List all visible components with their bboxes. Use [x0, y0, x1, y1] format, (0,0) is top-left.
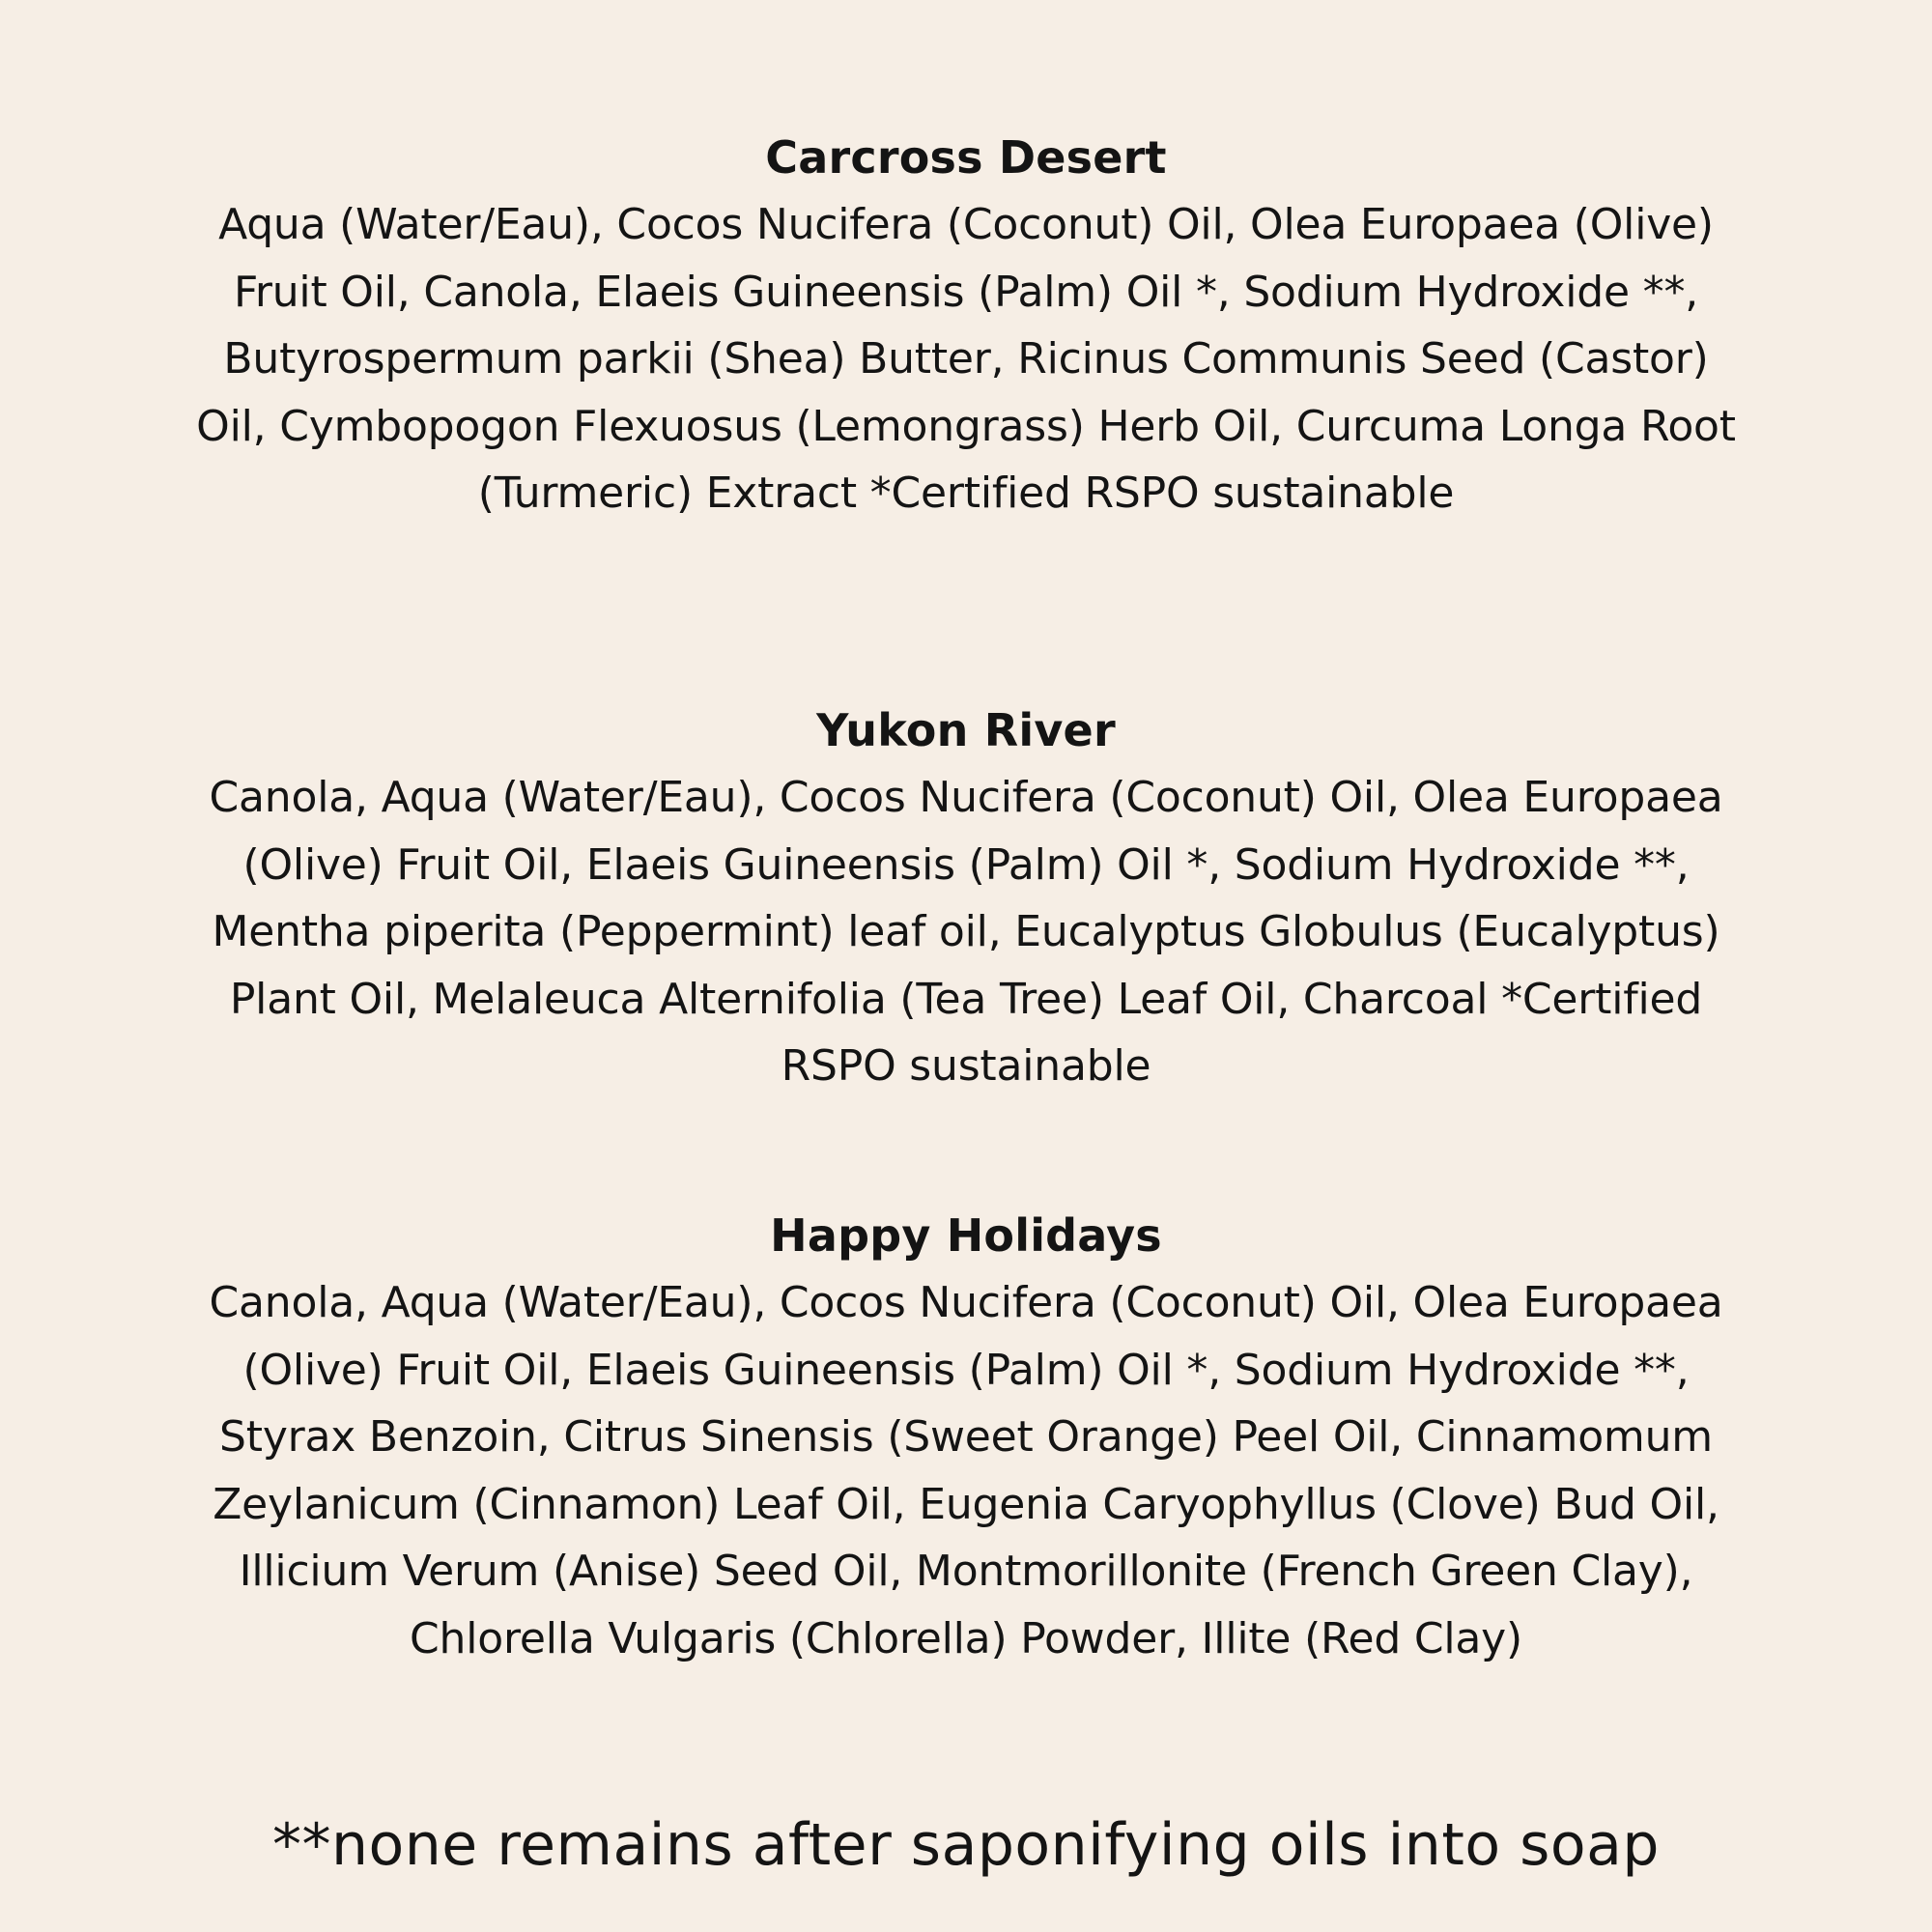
ingredients-section-carcross-desert — [184, 125, 1748, 527]
ingredients-list: Aqua (Water/Eau), Cocos Nucifera (Coconut) Oil, Olea Europaea (Olive) Fruit Oil, Canola, Elaeis Guineensis (Palm) Oil *, Sodium Hydroxide **, Butyrospermum parkii (Shea) Butter, Ricinus Communis Seed (Castor) Oil, Cymbopogon Flexuosus (Lemongrass) Herb Oil, Curcuma Longa Root (Turmeric) Extract *Certified RSPO sustainable — [196, 200, 1736, 518]
footnote: **none remains after saponifying oils into soap — [272, 1811, 1660, 1879]
ingredients-list: Canola, Aqua (Water/Eau), Cocos Nucifera (Coconut) Oil, Olea Europaea (Olive) Fruit Oil, Elaeis Guineensis (Palm) Oil *, Sodium Hydroxide **, Styrax Benzoin, Citrus Sinensis (Sweet Orange) Peel Oil, Cinnamomum Zeylanicum (Cinnamon) Leaf Oil, Eugenia Caryophyllus (Clove) Bud Oil, Illicium Verum (Anise) Seed Oil, Montmorillonite (French Green Clay), Chlorella Vulgaris (Chlorella) Powder, Illite (Red Clay) — [209, 1278, 1723, 1663]
section-title: Happy Holidays — [770, 1209, 1162, 1262]
section-title: Carcross Desert — [765, 131, 1167, 184]
ingredients-section-yukon-river — [184, 697, 1748, 1100]
ingredients-list: Canola, Aqua (Water/Eau), Cocos Nucifera (Coconut) Oil, Olea Europaea (Olive) Fruit Oil, Elaeis Guineensis (Palm) Oil *, Sodium Hydroxide **, Mentha piperita (Peppermint) leaf oil, Eucalyptus Globulus (Eucalyptus) Plant Oil, Melaleuca Alternifolia (Tea Tree) Leaf Oil, Charcoal *Certified RSPO sustainable — [209, 773, 1723, 1091]
section-title: Yukon River — [816, 704, 1116, 756]
ingredients-section-happy-holidays — [184, 1203, 1748, 1672]
